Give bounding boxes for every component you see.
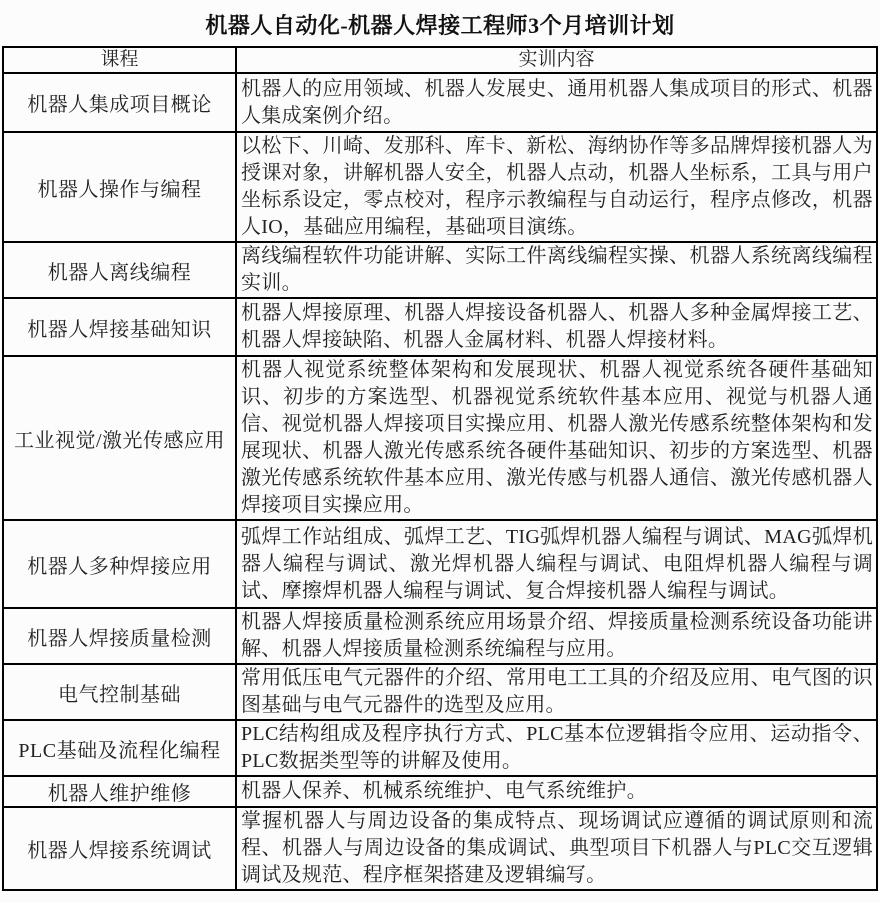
table-row — [3, 520, 877, 608]
content-cell: 机器人保养、机械系统维护、电气系统维护。 — [236, 776, 877, 807]
table-row — [3, 664, 877, 720]
table-row — [3, 807, 877, 890]
content-cell: 机器人焊接质量检测系统应用场景介绍、焊接质量检测系统设备功能讲解、机器人焊接质量检测系统编程与应用。 — [236, 608, 877, 664]
table-header-row — [3, 47, 877, 73]
content-cell: 弧焊工作站组成、弧焊工艺、TIG弧焊机器人编程与调试、MAG弧焊机器人编程与调试、激光焊机器人编程与调试、电阻焊机器人编程与调试、摩擦焊机器人编程与调试、复合焊接机器人编程与调试。 — [236, 520, 877, 608]
page-title: 机器人自动化-机器人焊接工程师3个月培训计划 — [205, 13, 675, 38]
content-cell: 以松下、川崎、发那科、库卡、新松、海纳协作等多品牌焊接机器人为授课对象，讲解机器人安全，机器人点动，机器人坐标系，工具与用户坐标系设定，零点校对，程序示教编程与自动运行，程序点修改，机器人IO，基础应用编程，基础项目演练。 — [236, 132, 877, 242]
content-cell: 机器人的应用领域、机器人发展史、通用机器人集成项目的形式、机器人集成案例介绍。 — [236, 73, 877, 132]
content-cell: PLC结构组成及程序执行方式、PLC基本位逻辑指令应用、运动指令、PLC数据类型等的讲解及使用。 — [236, 720, 877, 776]
content-cell: 离线编程软件功能讲解、实际工件离线编程实操、机器人系统离线编程实训。 — [236, 242, 877, 298]
table-row — [3, 132, 877, 242]
content-cell: 常用低压电气元器件的介绍、常用电工工具的介绍及应用、电气图的识图基础与电气元器件的选型及应用。 — [236, 664, 877, 720]
column-header-content: 实训内容 — [236, 47, 877, 73]
table-row — [3, 776, 877, 807]
table-row — [3, 242, 877, 298]
table-row — [3, 720, 877, 776]
course-cell: 机器人维护维修 — [3, 776, 236, 807]
training-plan-table — [2, 46, 878, 891]
table-row — [3, 298, 877, 356]
course-cell: 机器人多种焊接应用 — [3, 520, 236, 608]
content-cell: 机器人焊接原理、机器人焊接设备机器人、机器人多种金属焊接工艺、机器人焊接缺陷、机器人金属材料、机器人焊接材料。 — [236, 298, 877, 356]
table-row — [3, 356, 877, 520]
table-row — [3, 73, 877, 132]
course-cell: 机器人焊接基础知识 — [3, 298, 236, 356]
content-cell: 掌握机器人与周边设备的集成特点、现场调试应遵循的调试原则和流程、机器人与周边设备的集成调试、典型项目下机器人与PLC交互逻辑调试及规范、程序框架搭建及逻辑编写。 — [236, 807, 877, 890]
course-cell: 机器人焊接系统调试 — [3, 807, 236, 890]
course-cell: 机器人焊接质量检测 — [3, 608, 236, 664]
table-row — [3, 608, 877, 664]
content-cell: 机器人视觉系统整体架构和发展现状、机器人视觉系统各硬件基础知识、初步的方案选型、机器视觉系统软件基本应用、视觉与机器人通信、视觉机器人焊接项目实操应用、机器人激光传感系统整体架构和发展现状、机器人激光传感系统各硬件基础知识、初步的方案选型、机器激光传感系统软件基本应用、激光传感与机器人通信、激光传感机器人焊接项目实操应用。 — [236, 356, 877, 520]
course-cell: 机器人集成项目概论 — [3, 73, 236, 132]
course-cell: 机器人操作与编程 — [3, 132, 236, 242]
course-cell: 机器人离线编程 — [3, 242, 236, 298]
column-header-course: 课程 — [3, 47, 236, 73]
course-cell: 电气控制基础 — [3, 664, 236, 720]
course-cell: 工业视觉/激光传感应用 — [3, 356, 236, 520]
course-cell: PLC基础及流程化编程 — [3, 720, 236, 776]
